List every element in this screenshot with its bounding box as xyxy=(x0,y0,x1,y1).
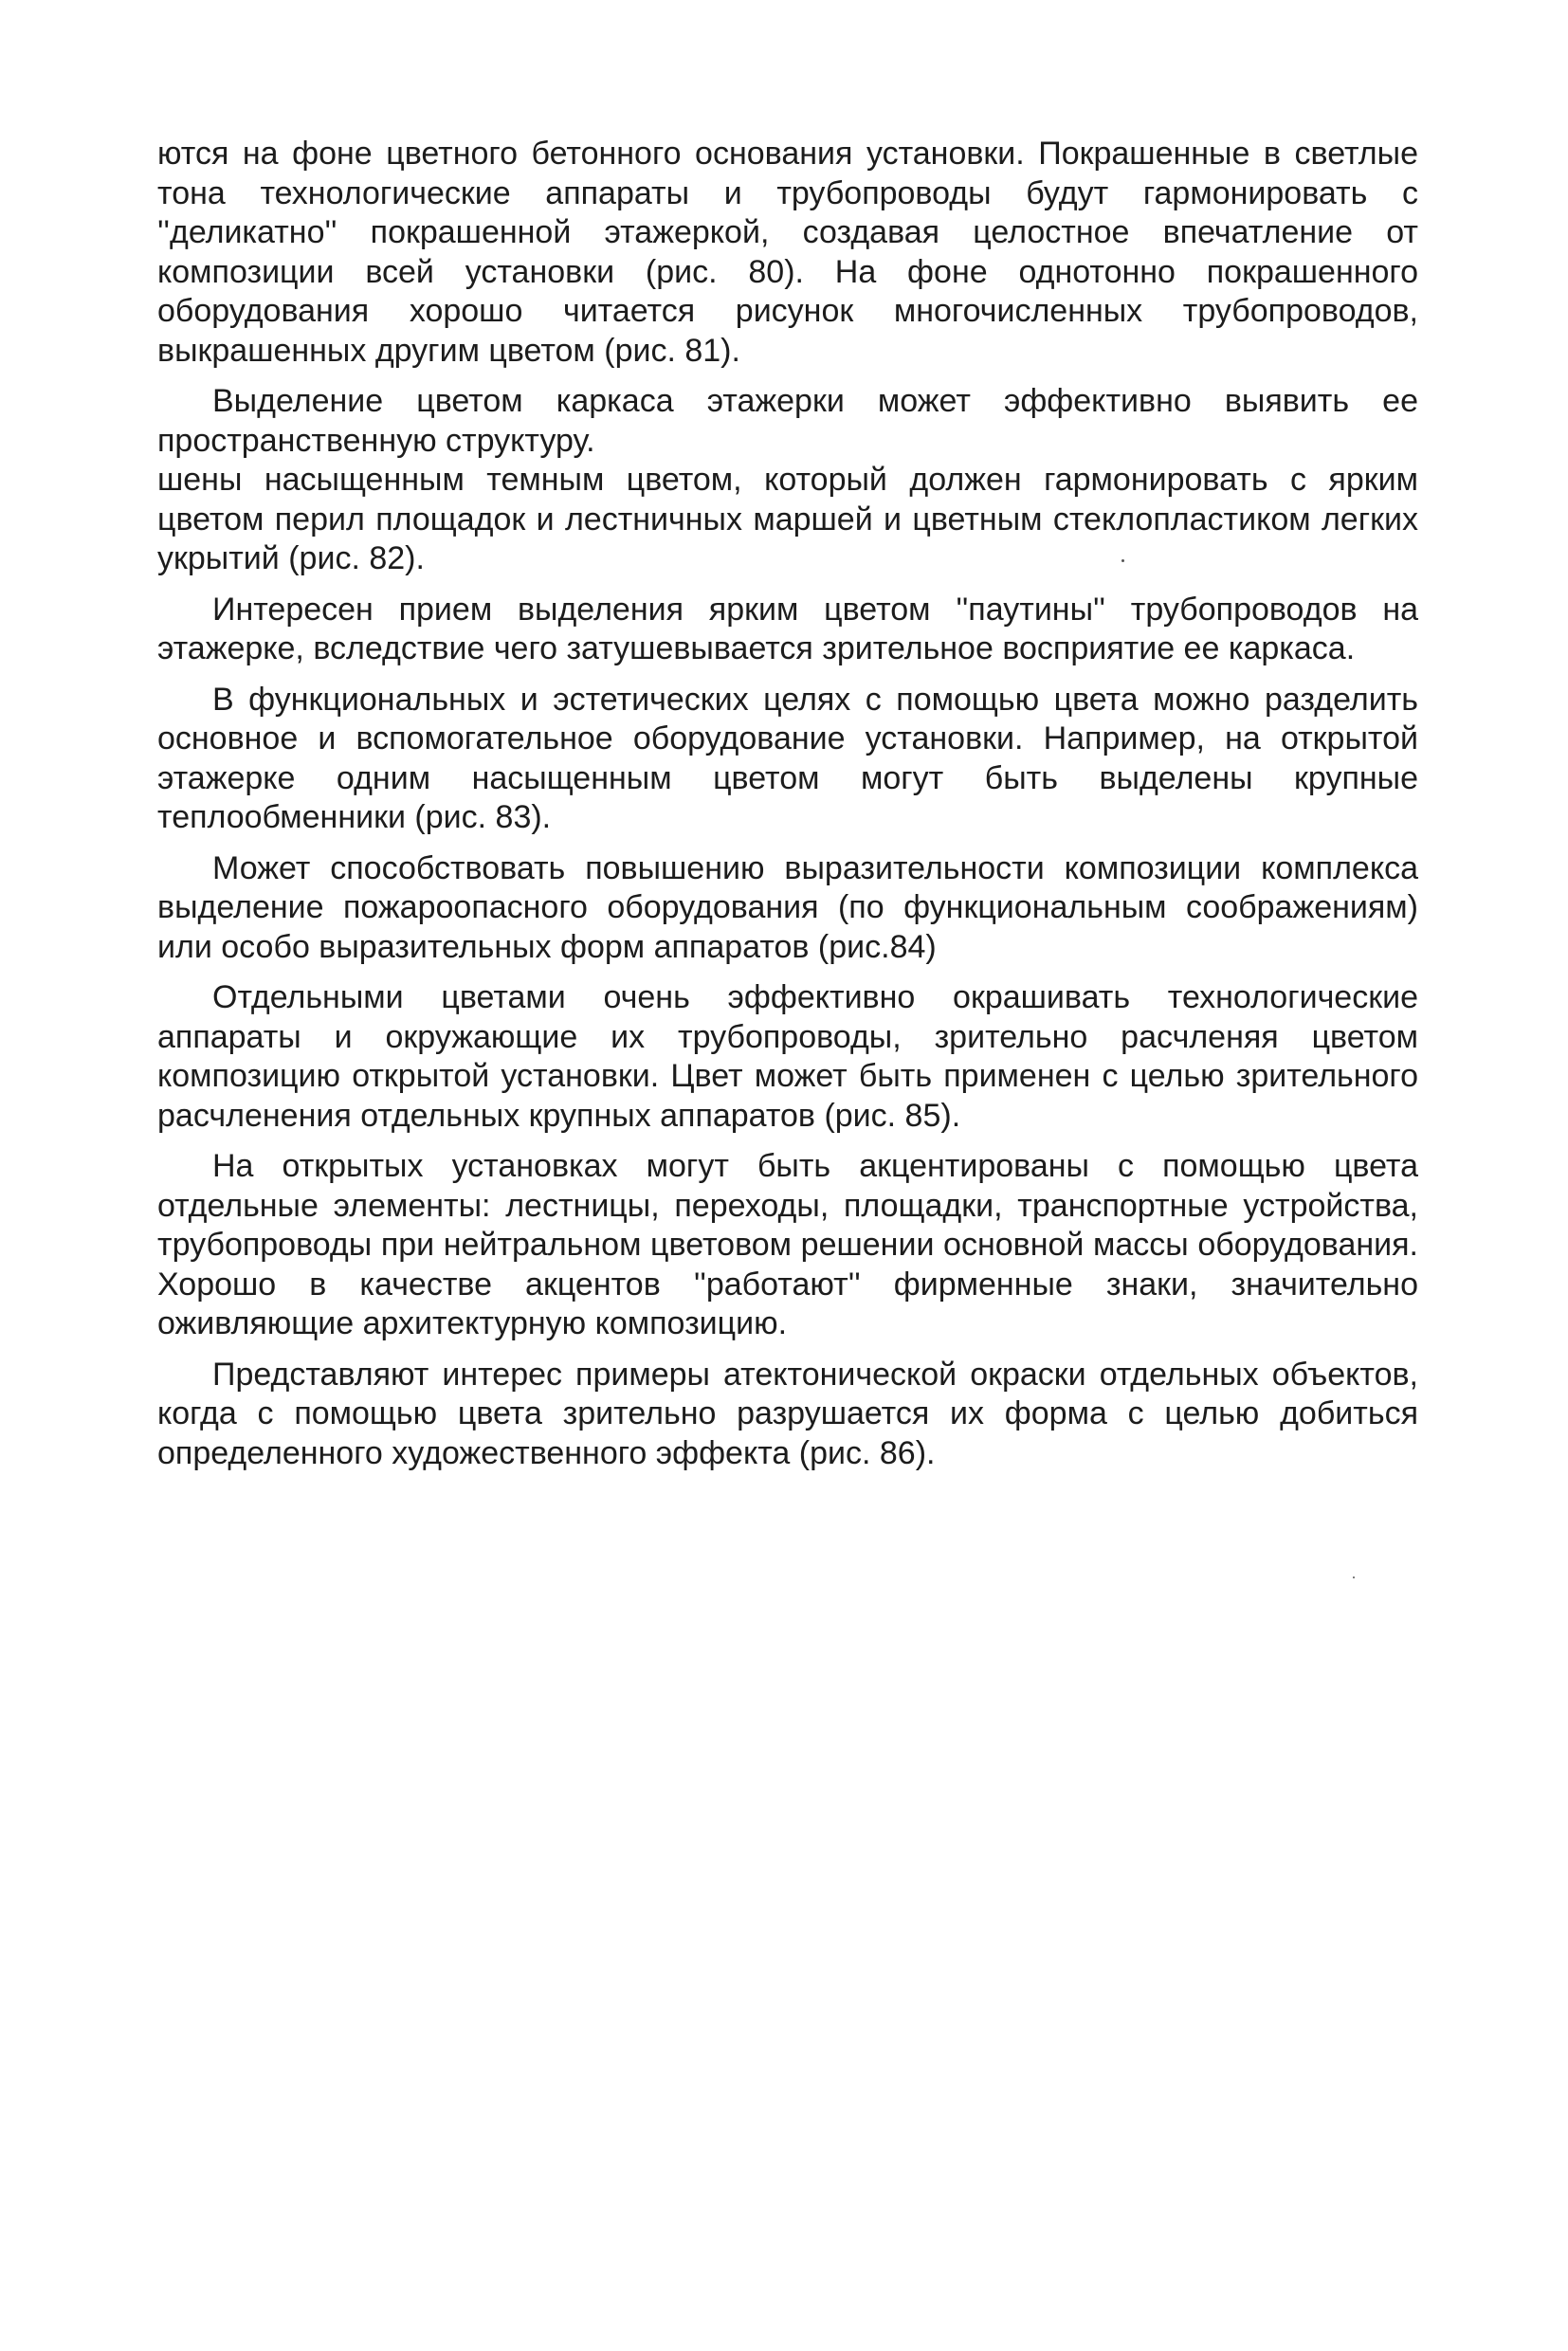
scan-speck xyxy=(1121,559,1124,562)
paragraph-3: шены насыщенным темным цветом, который должен гармонировать с ярким цветом перил площадок и лестничных маршей и цветным стеклопластиком легких укрытий (рис. 82). xyxy=(157,462,1418,576)
paragraph-1: ются на фоне цветного бетонного основания установки. Покрашенные в светлые тона технологические аппараты и трубопроводы будут гармонировать с ''деликатно'' покрашенной этажеркой, создавая целостное впечатление от композиции всей установки (рис. 80). На фоне однотонно покрашенного оборудования хорошо читается рисунок многочисленных трубопроводов, выкрашенных другим цветом (рис. 81). xyxy=(157,136,1418,369)
paragraph-9: Представляют интерес примеры атектонической окраски отдельных объектов, когда с помощью цвета зрительно разрушается их форма с целью добиться определенного художественного эффекта (рис. 86). xyxy=(157,1356,1418,1471)
paragraph-6: Может способствовать повышению выразительности композиции комплекса выделение пожароопасного оборудования (по функциональным соображениям) или особо выразительных форм аппаратов (рис.84) xyxy=(157,849,1418,965)
paragraph-2: Выделение цветом каркаса этажерки может эффективно выявить ее пространственную структуру. xyxy=(157,383,1418,459)
paragraph-7: Отдельными цветами очень эффективно окрашивать технологические аппараты и окружающие их трубопроводы, зрительно расчленяя цветом композицию открытой установки. Цвет может быть применен с целью зрительного расчленения отдельных крупных аппаратов (рис. 85). xyxy=(157,979,1418,1134)
paragraph-5: В функциональных и эстетических целях с помощью цвета можно разделить основное и вспомогательное оборудование установки. Например, на открытой этажерке одним насыщенным цветом могут быть выделены крупные теплообменники (рис. 83). xyxy=(157,681,1418,835)
scan-speck xyxy=(1353,1576,1355,1578)
paragraph-8: На открытых установках могут быть акцентированы с помощью цвета отдельные элементы: лестницы, переходы, площадки, транспортные устройства, трубопроводы при нейтральном цветовом решении основной массы оборудования. Хорошо в качестве акцентов ''работают'' фирменные знаки, значительно оживляющие архитектурную композицию. xyxy=(157,1148,1418,1341)
body-text xyxy=(157,135,1418,1485)
paragraph-4: Интересен прием выделения ярким цветом ''паутины'' трубопроводов на этажерке, вследствие чего затушевывается зрительное восприятие ее каркаса. xyxy=(157,591,1418,666)
